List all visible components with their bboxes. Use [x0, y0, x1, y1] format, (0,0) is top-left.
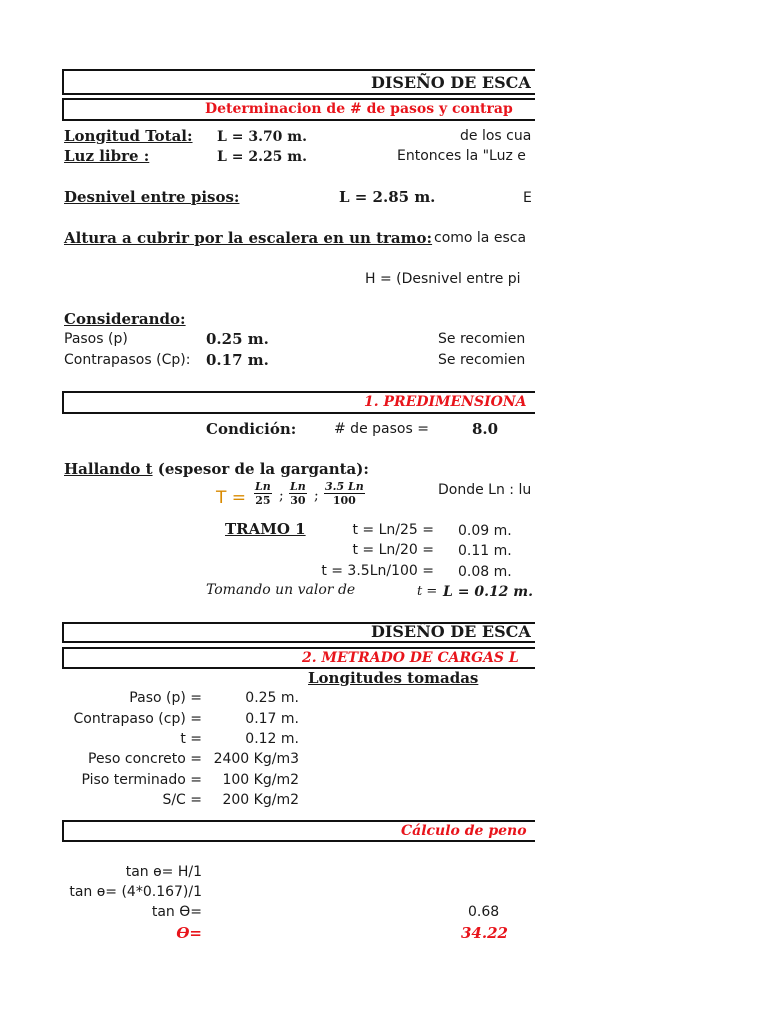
contrapasos-label: Contrapasos (Cp):	[64, 352, 191, 368]
hallando-prefix: Hallando t	[64, 460, 153, 478]
section2-subtitle: 2. METRADO DE CARGAS L	[302, 650, 519, 666]
formula-fraction-3: $\frac{3.5 Ln}{100}$	[325, 480, 364, 507]
longitud-total-value: L = 3.70 m.	[217, 129, 307, 145]
metrado-row-3-value: 0.12 m.	[245, 731, 299, 747]
condicion-label: Condición:	[206, 420, 297, 438]
longitudes-title: Longitudes tomadas	[308, 669, 479, 687]
luz-libre-note: Entonces la "Luz e	[397, 148, 526, 164]
longitud-total-note: de los cua	[460, 128, 532, 144]
tan-result-label: tan Ɵ=	[151, 904, 202, 920]
num-pasos-value: 8.0	[472, 420, 499, 438]
hallando-title	[64, 461, 369, 477]
theta-label: Ɵ=	[176, 924, 202, 942]
altura-label: Altura a cubrir por la escalera en un tramo:	[64, 229, 433, 247]
tomando-value: L = 0.12 m.	[443, 584, 533, 600]
longitud-total-label: Longitud Total:	[64, 127, 193, 145]
desnivel-label: Desnivel entre pisos:	[64, 188, 240, 206]
considerando-title: Considerando:	[64, 310, 186, 328]
contrapasos-note: Se recomien	[438, 352, 526, 368]
metrado-row-2-value: 0.17 m.	[245, 711, 299, 727]
formula-t-symbol: T =	[216, 488, 247, 508]
section3-title: Cálculo de peno	[401, 823, 527, 839]
metrado-row-6-value: 200 Kg/m2	[222, 792, 299, 808]
tomando-t: t =	[417, 584, 438, 599]
theta-value: 34.22	[461, 924, 508, 942]
formula-fraction-2: $\frac{Ln}{30}$	[290, 480, 306, 507]
metrado-row-1-value: 0.25 m.	[245, 690, 299, 706]
metrado-row-5-label: Piso terminado =	[81, 772, 202, 788]
formula-fraction-1: $\frac{Ln}{25}$	[255, 480, 271, 507]
metrado-row-5-value: 100 Kg/m2	[222, 772, 299, 788]
metrado-row-2-label: Contrapaso (cp) =	[73, 711, 202, 727]
donde-note: Donde Ln : lu	[438, 482, 532, 498]
luz-libre-label: Luz libre :	[64, 147, 150, 165]
section2-title: DISEÑO DE ESCA	[371, 622, 531, 641]
altura-note: como la esca	[434, 230, 527, 246]
tan-formula-2: tan ɵ= (4*0.167)/1	[69, 884, 202, 900]
tramo-row-3-value: 0.08 m.	[458, 564, 512, 580]
page-title: DISEÑO DE ESCA	[371, 73, 531, 92]
pasos-label: Pasos (p)	[64, 331, 128, 347]
metrado-row-4-value: 2400 Kg/m3	[213, 751, 299, 767]
tan-formula-1: tan ɵ= H/1	[125, 864, 202, 880]
num-pasos-label: # de pasos =	[334, 421, 429, 437]
contrapasos-value: 0.17 m.	[206, 351, 269, 369]
luz-libre-value: L = 2.25 m.	[217, 149, 307, 165]
metrado-row-1-label: Paso (p) =	[129, 690, 202, 706]
metrado-row-6-label: S/C =	[162, 792, 202, 808]
tramo-row-2-value: 0.11 m.	[458, 543, 512, 559]
pasos-note: Se recomien	[438, 331, 526, 347]
formula-separator-2: ;	[314, 488, 319, 504]
tramo-row-1-value: 0.09 m.	[458, 523, 512, 539]
formula-separator-1: ;	[279, 488, 284, 504]
desnivel-value: L = 2.85 m.	[339, 188, 436, 206]
desnivel-note: E	[523, 190, 532, 206]
tan-result-value: 0.68	[468, 904, 500, 920]
section1-title: 1. PREDIMENSIONA	[364, 394, 527, 410]
metrado-row-3-label: t =	[180, 731, 202, 747]
pasos-value: 0.25 m.	[206, 330, 269, 348]
tomando-label: Tomando un valor de	[206, 582, 356, 598]
hallando-rest: (espesor de la garganta):	[152, 460, 369, 478]
tramo-label: TRAMO 1	[225, 520, 306, 538]
tramo-row-3-label: t = 3.5Ln/100 =	[321, 563, 434, 579]
tramo-row-2-label: t = Ln/20 =	[352, 542, 434, 558]
h-formula: H = (Desnivel entre pi	[365, 271, 521, 287]
page-subtitle: Determinacion de # de pasos y contrap	[205, 101, 513, 117]
metrado-row-4-label: Peso concreto =	[88, 751, 202, 767]
tramo-row-1-label: t = Ln/25 =	[352, 522, 434, 538]
